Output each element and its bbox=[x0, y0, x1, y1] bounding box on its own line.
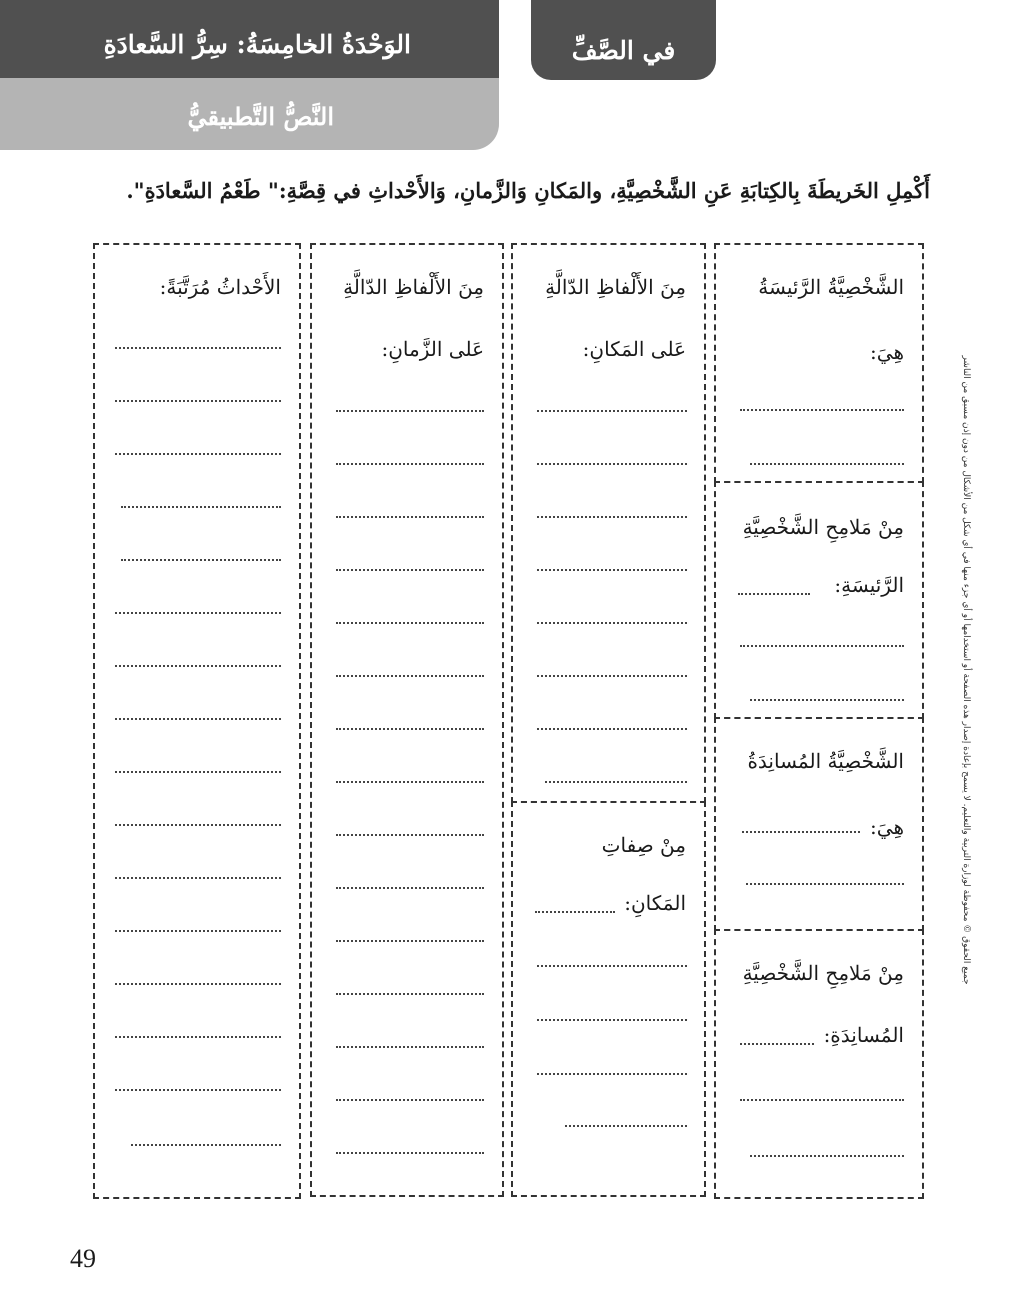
answer-line[interactable] bbox=[537, 1073, 687, 1075]
answer-line[interactable] bbox=[750, 463, 904, 465]
main-traits-label: مِنْ مَلامِحِ الشَّخْصِيَّةِ bbox=[742, 515, 904, 539]
answer-line[interactable] bbox=[336, 569, 484, 571]
main-traits-cell bbox=[714, 481, 924, 719]
supporting-traits-label-2: المُسانِدَةِ: bbox=[823, 1023, 904, 1047]
events-label: الأَحْداثُ مُرَتَّبَةً: bbox=[159, 275, 281, 299]
answer-line[interactable] bbox=[115, 1089, 281, 1091]
class-tab-label: في الصَّفِّ bbox=[571, 36, 676, 65]
answer-line[interactable] bbox=[336, 993, 484, 995]
answer-line[interactable] bbox=[537, 965, 687, 967]
section-title: النَّصُّ التَّطبيقيُّ bbox=[187, 102, 334, 131]
events-cell bbox=[93, 243, 301, 1199]
answer-line[interactable] bbox=[336, 1046, 484, 1048]
supporting-traits-cell bbox=[714, 929, 924, 1199]
answer-line[interactable] bbox=[115, 983, 281, 985]
main-traits-label-2: الرَّئيسَةِ: bbox=[834, 573, 904, 597]
answer-line[interactable] bbox=[750, 699, 904, 701]
answer-line[interactable] bbox=[336, 675, 484, 677]
answer-line[interactable] bbox=[336, 410, 484, 412]
answer-line[interactable] bbox=[537, 622, 687, 624]
main-character-cell bbox=[714, 243, 924, 483]
answer-line[interactable] bbox=[336, 463, 484, 465]
answer-line[interactable] bbox=[738, 593, 810, 595]
answer-line[interactable] bbox=[545, 781, 687, 783]
answer-line[interactable] bbox=[740, 1099, 904, 1101]
answer-line[interactable] bbox=[537, 1019, 687, 1021]
main-character-label: الشَّخْصِيَّةُ الرَّئيسَةُ bbox=[758, 275, 904, 299]
main-character-label-2: هِيَ: bbox=[870, 340, 904, 364]
answer-line[interactable] bbox=[115, 771, 281, 773]
answer-line[interactable] bbox=[336, 1099, 484, 1101]
place-words-cell bbox=[511, 243, 706, 803]
place-traits-label: مِنْ صِفاتِ bbox=[601, 833, 686, 857]
answer-line[interactable] bbox=[537, 410, 687, 412]
answer-line[interactable] bbox=[336, 1152, 484, 1154]
answer-line[interactable] bbox=[336, 834, 484, 836]
answer-line[interactable] bbox=[750, 1155, 904, 1157]
section-title-banner bbox=[0, 78, 499, 150]
answer-line[interactable] bbox=[336, 781, 484, 783]
answer-line[interactable] bbox=[115, 400, 281, 402]
answer-line[interactable] bbox=[746, 883, 904, 885]
answer-line[interactable] bbox=[115, 930, 281, 932]
answer-line[interactable] bbox=[336, 887, 484, 889]
unit-title: الوَحْدَةُ الخامِسَةُ: سِرُّ السَّعادَةِ bbox=[103, 30, 411, 59]
supporting-character-label-2: هِيَ: bbox=[870, 815, 904, 839]
answer-line[interactable] bbox=[121, 559, 281, 561]
copyright-note bbox=[946, 310, 986, 1030]
supporting-traits-label: مِنْ مَلامِحِ الشَّخْصِيَّةِ bbox=[742, 961, 904, 985]
place-words-label-2: عَلى المَكانِ: bbox=[582, 337, 686, 361]
answer-line[interactable] bbox=[115, 347, 281, 349]
class-tab bbox=[531, 0, 716, 80]
place-traits-cell bbox=[511, 801, 706, 1197]
answer-line[interactable] bbox=[336, 728, 484, 730]
answer-line[interactable] bbox=[115, 877, 281, 879]
place-traits-label-2: المَكانِ: bbox=[624, 891, 686, 915]
supporting-character-cell bbox=[714, 717, 924, 931]
answer-line[interactable] bbox=[121, 506, 281, 508]
answer-line[interactable] bbox=[537, 569, 687, 571]
unit-title-banner bbox=[0, 0, 499, 78]
place-words-label: مِنَ الأَلْفاظِ الدّالَّةِ bbox=[545, 275, 686, 299]
answer-line[interactable] bbox=[537, 463, 687, 465]
answer-line[interactable] bbox=[115, 453, 281, 455]
answer-line[interactable] bbox=[115, 824, 281, 826]
answer-line[interactable] bbox=[115, 1036, 281, 1038]
answer-line[interactable] bbox=[537, 728, 687, 730]
answer-line[interactable] bbox=[115, 665, 281, 667]
supporting-character-label: الشَّخْصِيَّةُ المُسانِدَةُ bbox=[747, 749, 904, 773]
instruction-text: أَكْمِلِ الخَريطَةَ بِالكِتابَةِ عَنِ الشَّخْصِيَّةِ، والمَكانِ وَالزَّمانِ، وَالأَحْداثِ في قِصَّةِ:" طَعْمُ السَّعادَةِ". bbox=[126, 178, 930, 203]
answer-line[interactable] bbox=[115, 718, 281, 720]
time-words-cell bbox=[310, 243, 504, 1197]
answer-line[interactable] bbox=[537, 516, 687, 518]
page-number: 49 bbox=[70, 1244, 96, 1273]
answer-line[interactable] bbox=[740, 1043, 814, 1045]
answer-line[interactable] bbox=[740, 409, 904, 411]
time-words-label-2: عَلى الزَّمانِ: bbox=[381, 337, 484, 361]
answer-line[interactable] bbox=[336, 940, 484, 942]
answer-line[interactable] bbox=[740, 645, 904, 647]
copyright-text: جميع الحقوق © محفوظة لوزارة التربية والتعليم. لا يسمح بإعادة إصدار هذه الصفحة أو استخدامها أو أي جزء منها في أي شكل من الأشكال من دون إذن مسبق من الناشر bbox=[961, 355, 971, 985]
time-words-label: مِنَ الأَلْفاظِ الدّالَّةِ bbox=[343, 275, 484, 299]
answer-line[interactable] bbox=[742, 831, 860, 833]
answer-line[interactable] bbox=[115, 612, 281, 614]
answer-line[interactable] bbox=[535, 911, 615, 913]
answer-line[interactable] bbox=[131, 1144, 281, 1146]
answer-line[interactable] bbox=[336, 622, 484, 624]
answer-line[interactable] bbox=[537, 675, 687, 677]
answer-line[interactable] bbox=[336, 516, 484, 518]
answer-line[interactable] bbox=[565, 1125, 687, 1127]
